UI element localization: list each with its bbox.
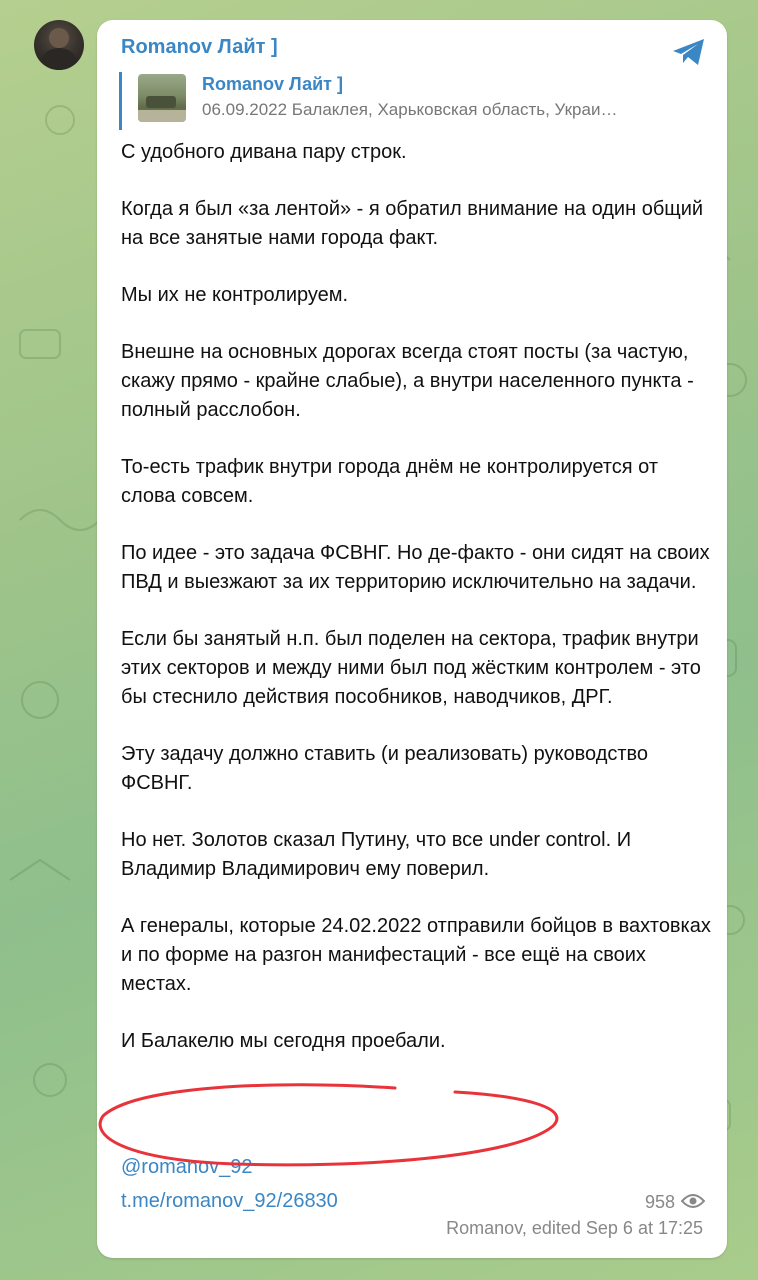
views-count: 958	[644, 1192, 675, 1212]
post-link[interactable]: t.me/romanov_92/26830	[121, 1190, 338, 1212]
message-meta: Romanov, edited Sep 6 at 17:25	[446, 1218, 703, 1238]
message-text	[121, 138, 711, 1056]
message-paragraph: А генералы, которые 24.02.2022 отправили бойцов в вахтовках и по форме на разгон манифестаций - все ещё на своих местах.	[121, 915, 711, 995]
avatar-head-shape	[49, 28, 69, 48]
channel-name[interactable]: Romanov Лайт ]	[121, 36, 278, 58]
forwarded-subtitle: 06.09.2022 Балаклея, Харьковская область, Украи…	[202, 100, 618, 119]
eye-icon	[681, 1193, 705, 1209]
thumbnail-vehicle-shape	[146, 96, 176, 108]
message-bubble	[97, 20, 727, 1258]
forwarded-thumbnail[interactable]	[138, 74, 186, 122]
message-paragraph: Но нет. Золотов сказал Путину, что все under control. И Владимир Владимирович ему поверил.	[121, 829, 632, 880]
thumbnail-road-shape	[138, 110, 186, 122]
message-paragraph: По идее - это задача ФСВНГ. Но де-факто - они сидят на своих ПВД и выезжают за их территорию исключительно на задачи.	[121, 542, 710, 593]
message-paragraph: С удобного дивана пару строк.	[121, 141, 407, 163]
channel-mention-link[interactable]: @romanov_92	[121, 1156, 253, 1178]
message-paragraph: Если бы занятый н.п. был поделен на сектора, трафик внутри этих секторов и между ними был под жёстким контролем - это бы стеснило действия пособников, наводчиков, ДРГ.	[121, 628, 701, 708]
message-paragraph: Внешне на основных дорогах всегда стоят посты (за частую, скажу прямо - крайне слабые), а внутри населенного пункта - полный расслобон.	[121, 341, 694, 421]
forwarded-channel-name[interactable]: Romanov Лайт ]	[202, 74, 343, 94]
message-paragraph: Мы их не контролируем.	[121, 284, 349, 306]
message-paragraph: Когда я был «за лентой» - я обратил внимание на один общий на все занятые нами города факт.	[121, 198, 704, 249]
message-paragraph: Эту задачу должно ставить (и реализовать) руководство ФСВНГ.	[121, 743, 649, 794]
forwarded-header[interactable]	[119, 72, 712, 130]
message-paragraph: То-есть трафик внутри города днём не контролируется от слова совсем.	[121, 456, 658, 507]
red-ellipse-annotation	[95, 1078, 565, 1170]
channel-avatar[interactable]	[34, 20, 84, 70]
avatar-body-shape	[40, 48, 78, 70]
message-paragraph-highlighted: И Балакелю мы сегодня проебали.	[121, 1030, 446, 1052]
telegram-share-icon[interactable]	[671, 36, 707, 68]
